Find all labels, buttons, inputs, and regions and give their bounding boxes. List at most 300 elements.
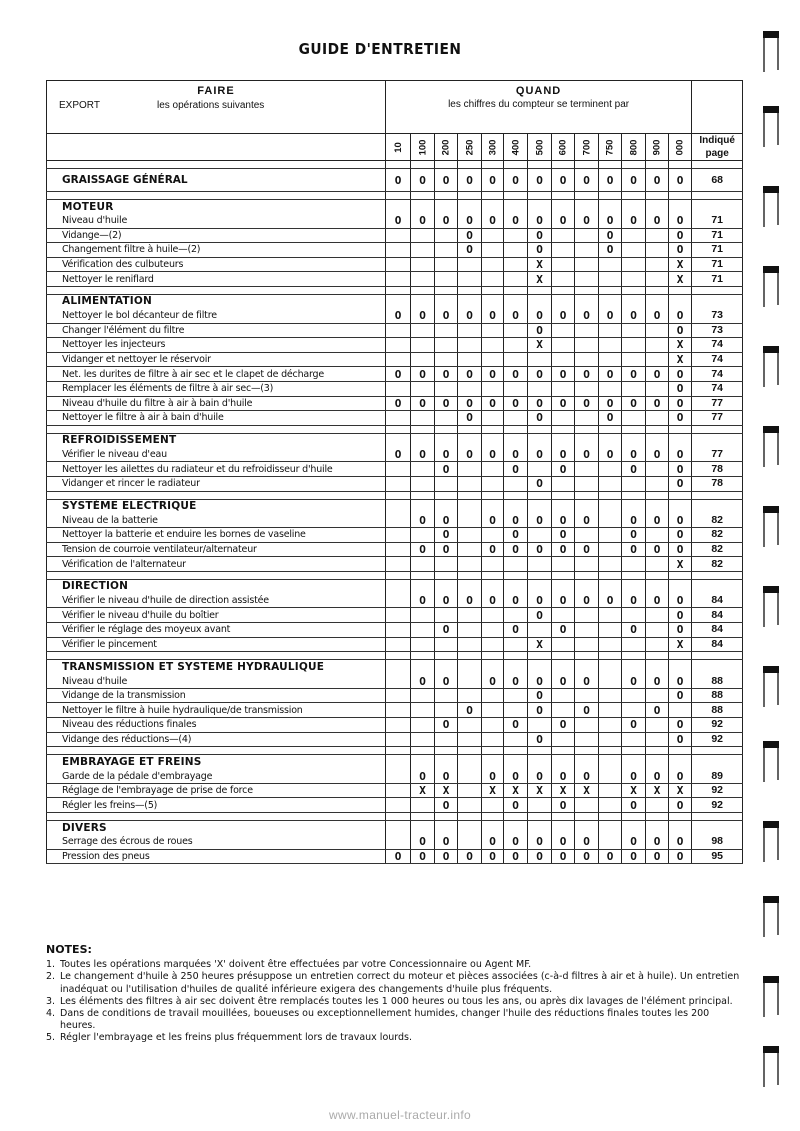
empty-cell [622, 433, 646, 448]
schedule-mark: O [504, 396, 528, 411]
schedule-mark [575, 528, 599, 543]
note-text: Les éléments des filtres à air sec doivent être remplacés toutes les 1 000 heures ou tous les ans, ou après dix lavages de l'élément principal. [60, 995, 733, 1007]
empty-cell [692, 200, 743, 215]
operation-label: Vidange de la transmission [47, 688, 386, 703]
binder-tab-mark [762, 105, 780, 151]
spacer-cell [599, 425, 622, 433]
operation-label: Nettoyer les injecteurs [47, 338, 386, 353]
spacer-cell [482, 571, 504, 579]
empty-cell [599, 433, 622, 448]
note-number: 5. [46, 1032, 56, 1044]
schedule-mark: X [669, 272, 692, 287]
schedule-mark: O [552, 718, 575, 733]
spacer-cell [692, 652, 743, 660]
spacer-cell [411, 192, 435, 200]
spacer-cell [552, 652, 575, 660]
empty-cell [411, 821, 435, 836]
schedule-mark: O [528, 367, 552, 382]
spacer-cell [646, 425, 669, 433]
table-row [47, 243, 743, 258]
spacer-cell [47, 425, 386, 433]
table-row [47, 688, 743, 703]
empty-cell [528, 579, 552, 594]
schedule-mark: X [646, 783, 669, 798]
schedule-mark: O [552, 448, 575, 462]
operation-label: Vérification des culbuteurs [47, 257, 386, 272]
empty-cell [458, 660, 482, 675]
table-row [47, 367, 743, 382]
schedule-mark: X [575, 783, 599, 798]
schedule-mark [504, 352, 528, 367]
schedule-mark: O [622, 623, 646, 638]
empty-cell [622, 755, 646, 770]
schedule-mark [435, 228, 458, 243]
schedule-mark [622, 338, 646, 353]
notes-block [46, 944, 746, 1045]
table-row [47, 703, 743, 718]
spacer-cell [411, 747, 435, 755]
interval-label: 700 [580, 139, 592, 155]
page-number: 84 [692, 623, 743, 638]
schedule-mark: O [528, 323, 552, 338]
empty-cell [599, 755, 622, 770]
schedule-mark [411, 608, 435, 623]
empty-cell [458, 755, 482, 770]
spacer-cell [692, 747, 743, 755]
schedule-mark [599, 514, 622, 528]
spacer-cell [575, 161, 599, 169]
spacer-cell [458, 161, 482, 169]
empty-cell [435, 821, 458, 836]
empty-cell [528, 200, 552, 215]
schedule-mark: O [552, 528, 575, 543]
export-label: EXPORT [59, 100, 100, 111]
section-title: ALIMENTATION [47, 294, 386, 309]
empty-cell [622, 294, 646, 309]
table-row [47, 272, 743, 287]
section-title: SYSTÈME ELECTRIQUE [47, 499, 386, 514]
schedule-mark [435, 272, 458, 287]
empty-cell [599, 200, 622, 215]
table-row [47, 718, 743, 733]
schedule-mark: O [575, 769, 599, 783]
schedule-mark: O [646, 514, 669, 528]
empty-cell [458, 499, 482, 514]
spacer-row [47, 425, 743, 433]
schedule-mark: O [435, 769, 458, 783]
schedule-mark [646, 637, 669, 652]
schedule-mark [482, 528, 504, 543]
page-number: 92 [692, 798, 743, 813]
spacer-row [47, 491, 743, 499]
schedule-mark [669, 703, 692, 718]
interval-label: 200 [440, 139, 452, 155]
schedule-mark [458, 462, 482, 477]
schedule-mark: O [575, 396, 599, 411]
schedule-mark [552, 476, 575, 491]
spacer-cell [552, 192, 575, 200]
schedule-mark: O [552, 674, 575, 688]
schedule-mark: O [504, 462, 528, 477]
schedule-mark [599, 272, 622, 287]
schedule-mark: O [411, 396, 435, 411]
spacer-cell [47, 286, 386, 294]
schedule-mark: O [411, 309, 435, 323]
schedule-mark: O [622, 542, 646, 557]
schedule-mark: O [669, 169, 692, 192]
schedule-mark [622, 608, 646, 623]
table-row [47, 674, 743, 688]
page-number: 74 [692, 338, 743, 353]
schedule-mark: O [599, 243, 622, 258]
schedule-mark: O [435, 798, 458, 813]
schedule-mark: O [435, 594, 458, 608]
schedule-mark [528, 557, 552, 572]
schedule-mark [552, 352, 575, 367]
spacer-cell [504, 286, 528, 294]
spacer-cell [692, 571, 743, 579]
schedule-mark: O [669, 381, 692, 396]
schedule-mark: X [528, 272, 552, 287]
schedule-mark: O [504, 448, 528, 462]
empty-cell [435, 200, 458, 215]
empty-cell [552, 660, 575, 675]
schedule-mark: O [622, 309, 646, 323]
schedule-mark: O [575, 594, 599, 608]
operation-label: Niveau d'huile [47, 214, 386, 228]
table-row [47, 381, 743, 396]
schedule-mark: O [504, 367, 528, 382]
schedule-mark: O [528, 309, 552, 323]
schedule-mark [435, 688, 458, 703]
empty-cell [669, 755, 692, 770]
empty-cell [552, 821, 575, 836]
spacer-cell [669, 286, 692, 294]
schedule-mark [458, 514, 482, 528]
spacer-cell [692, 813, 743, 821]
schedule-mark [622, 272, 646, 287]
schedule-mark [646, 528, 669, 543]
page-number: 84 [692, 608, 743, 623]
schedule-mark [482, 703, 504, 718]
empty-cell [458, 821, 482, 836]
schedule-mark: O [622, 769, 646, 783]
empty-cell [504, 660, 528, 675]
schedule-mark: O [528, 448, 552, 462]
spacer-cell [599, 161, 622, 169]
schedule-mark: O [528, 608, 552, 623]
spacer-cell [458, 425, 482, 433]
schedule-mark [575, 623, 599, 638]
binder-tab-mark [762, 185, 780, 231]
schedule-mark [411, 798, 435, 813]
schedule-mark: O [528, 411, 552, 426]
schedule-mark: X [669, 783, 692, 798]
schedule-mark [482, 338, 504, 353]
schedule-mark: O [411, 169, 435, 192]
schedule-mark: O [528, 703, 552, 718]
schedule-mark [435, 352, 458, 367]
quand-label: QUAND [515, 85, 562, 97]
schedule-mark: O [669, 849, 692, 864]
table-row [47, 783, 743, 798]
section-title: TRANSMISSION ET SYSTEME HYDRAULIQUE [47, 660, 386, 675]
spacer-cell [435, 571, 458, 579]
schedule-mark: O [528, 594, 552, 608]
spacer-cell [411, 652, 435, 660]
schedule-mark [646, 688, 669, 703]
section-header-row [47, 200, 743, 215]
schedule-mark: O [504, 798, 528, 813]
schedule-mark: O [669, 448, 692, 462]
schedule-mark: O [669, 396, 692, 411]
schedule-mark: O [669, 542, 692, 557]
schedule-mark [646, 732, 669, 747]
interval-label: 750 [604, 139, 616, 155]
schedule-mark: O [552, 849, 575, 864]
schedule-mark: O [504, 169, 528, 192]
empty-cell [575, 200, 599, 215]
schedule-mark: O [411, 542, 435, 557]
table-row [47, 257, 743, 272]
section-header-row [47, 660, 743, 675]
operation-label: Nettoyer le filtre à air à bain d'huile [47, 411, 386, 426]
spacer-cell [482, 491, 504, 499]
schedule-mark [411, 637, 435, 652]
schedule-mark [482, 732, 504, 747]
schedule-mark: O [435, 623, 458, 638]
spacer-cell [599, 192, 622, 200]
spacer-cell [599, 813, 622, 821]
interval-label: 000 [674, 139, 686, 155]
empty-cell [504, 579, 528, 594]
schedule-mark [386, 476, 411, 491]
schedule-mark: O [669, 798, 692, 813]
empty-cell [575, 433, 599, 448]
schedule-mark [599, 338, 622, 353]
schedule-mark [552, 338, 575, 353]
schedule-mark: O [622, 528, 646, 543]
spacer-cell [411, 286, 435, 294]
schedule-mark [646, 623, 669, 638]
empty-cell [435, 499, 458, 514]
schedule-mark [458, 608, 482, 623]
schedule-mark [458, 637, 482, 652]
spacer-row [47, 747, 743, 755]
spacer-row [47, 192, 743, 200]
schedule-mark: O [482, 367, 504, 382]
schedule-mark [504, 688, 528, 703]
schedule-mark: O [504, 594, 528, 608]
empty-cell [552, 499, 575, 514]
schedule-mark: O [622, 594, 646, 608]
schedule-mark: O [646, 309, 669, 323]
schedule-mark [504, 411, 528, 426]
spacer-cell [386, 161, 411, 169]
schedule-mark [458, 352, 482, 367]
schedule-mark [386, 608, 411, 623]
schedule-mark [458, 783, 482, 798]
schedule-mark: O [504, 309, 528, 323]
schedule-mark: O [504, 849, 528, 864]
empty-cell [482, 433, 504, 448]
schedule-mark: O [435, 849, 458, 864]
empty-cell [504, 294, 528, 309]
schedule-mark: O [386, 448, 411, 462]
schedule-mark [458, 257, 482, 272]
schedule-mark: O [482, 769, 504, 783]
schedule-mark: O [458, 214, 482, 228]
schedule-mark [435, 732, 458, 747]
table-row [47, 476, 743, 491]
schedule-mark [386, 462, 411, 477]
section-header-row [47, 821, 743, 836]
schedule-mark: O [552, 214, 575, 228]
empty-cell [386, 660, 411, 675]
schedule-mark [411, 623, 435, 638]
spacer-cell [575, 652, 599, 660]
empty-cell [692, 579, 743, 594]
schedule-mark: O [575, 214, 599, 228]
table-row [47, 352, 743, 367]
spacer-row [47, 161, 743, 169]
table-row [47, 309, 743, 323]
table-row [47, 849, 743, 864]
interval-label: 250 [463, 139, 475, 155]
schedule-mark [622, 381, 646, 396]
schedule-mark [386, 732, 411, 747]
schedule-mark [504, 243, 528, 258]
empty-cell [622, 660, 646, 675]
schedule-mark [411, 323, 435, 338]
schedule-mark [458, 476, 482, 491]
schedule-mark [386, 703, 411, 718]
schedule-mark: O [646, 594, 669, 608]
schedule-mark [575, 476, 599, 491]
spacer-cell [458, 652, 482, 660]
spacer-cell [386, 192, 411, 200]
spacer-row [47, 286, 743, 294]
notes-heading: NOTES: [46, 943, 92, 956]
schedule-mark [599, 798, 622, 813]
binder-tab-mark [762, 265, 780, 311]
schedule-mark [458, 718, 482, 733]
empty-cell [482, 660, 504, 675]
schedule-mark [575, 688, 599, 703]
schedule-mark [458, 623, 482, 638]
schedule-mark: O [575, 367, 599, 382]
schedule-mark [386, 769, 411, 783]
binder-tab-mark [762, 1045, 780, 1091]
note-number: 1. [46, 959, 56, 971]
note-text: Le changement d'huile à 250 heures présuppose un entretien correct du moteur et pièces associées (c-à-d filtres à air et à huile). Un entretien inadéquat ou l'utilisation d'huiles de qualité inférieure exigera des changements d'huile plus fréquents. [60, 971, 740, 995]
schedule-mark: O [646, 703, 669, 718]
spacer-cell [386, 491, 411, 499]
operation-label: Nettoyer le bol décanteur de filtre [47, 309, 386, 323]
schedule-mark: X [411, 783, 435, 798]
empty-cell [435, 755, 458, 770]
operation-label: Niveau des réductions finales [47, 718, 386, 733]
schedule-mark: O [622, 798, 646, 813]
schedule-mark: O [504, 214, 528, 228]
empty-cell [646, 200, 669, 215]
schedule-mark [504, 257, 528, 272]
operation-label: Changer l'élément du filtre [47, 323, 386, 338]
schedule-mark [386, 381, 411, 396]
schedule-mark [599, 783, 622, 798]
spacer-cell [386, 813, 411, 821]
spacer-cell [599, 286, 622, 294]
schedule-mark: O [411, 594, 435, 608]
empty-cell [411, 200, 435, 215]
interval-header-800 [622, 134, 646, 161]
spacer-cell [435, 491, 458, 499]
schedule-mark [386, 798, 411, 813]
spacer-cell [575, 571, 599, 579]
table-header-top [47, 81, 743, 134]
schedule-mark [435, 703, 458, 718]
schedule-mark: X [669, 352, 692, 367]
spacer-cell [552, 425, 575, 433]
table-row [47, 323, 743, 338]
empty-cell [411, 579, 435, 594]
page-number: 88 [692, 688, 743, 703]
schedule-mark: O [646, 674, 669, 688]
table-row [47, 557, 743, 572]
note-item [46, 959, 746, 971]
schedule-mark [552, 608, 575, 623]
page-number: 88 [692, 674, 743, 688]
schedule-mark [435, 381, 458, 396]
schedule-mark: O [528, 214, 552, 228]
spacer-cell [47, 192, 386, 200]
schedule-mark: O [599, 228, 622, 243]
schedule-mark: O [575, 448, 599, 462]
schedule-mark [386, 557, 411, 572]
empty-cell [669, 433, 692, 448]
spacer-cell [622, 571, 646, 579]
operation-label: Vérifier le pincement [47, 637, 386, 652]
schedule-mark [552, 257, 575, 272]
empty-cell [528, 499, 552, 514]
schedule-mark: O [482, 309, 504, 323]
empty-cell [386, 200, 411, 215]
schedule-mark: O [646, 396, 669, 411]
schedule-mark [411, 352, 435, 367]
page-number: 68 [692, 169, 743, 192]
schedule-mark: O [552, 623, 575, 638]
spacer-cell [622, 161, 646, 169]
schedule-mark [575, 272, 599, 287]
table-row [47, 448, 743, 462]
schedule-mark [386, 228, 411, 243]
empty-cell [599, 821, 622, 836]
schedule-mark: O [435, 835, 458, 849]
interval-header-250 [458, 134, 482, 161]
binder-tab-mark [762, 505, 780, 551]
empty-cell [528, 755, 552, 770]
schedule-mark [599, 688, 622, 703]
schedule-mark: O [669, 608, 692, 623]
empty-cell [552, 755, 575, 770]
empty-cell [552, 433, 575, 448]
schedule-mark: O [386, 849, 411, 864]
spacer-cell [504, 161, 528, 169]
schedule-mark [622, 557, 646, 572]
schedule-mark: O [552, 542, 575, 557]
schedule-mark: O [435, 448, 458, 462]
watermark-url: www.manuel-tracteur.info [329, 1108, 471, 1122]
